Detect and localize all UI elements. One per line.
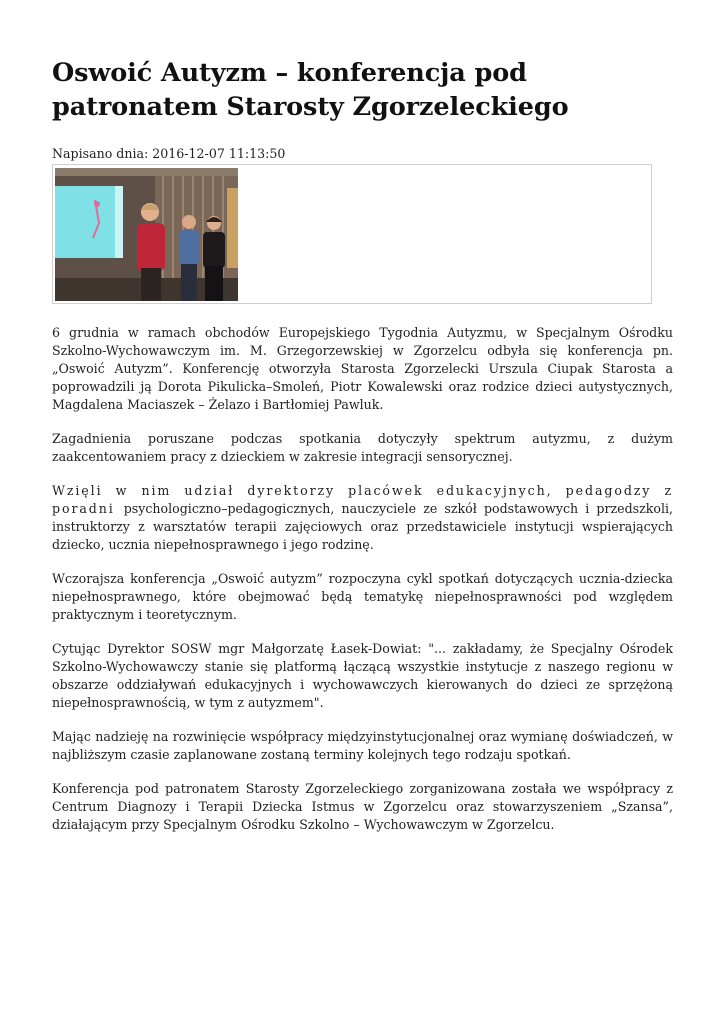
paragraph: Konferencja pod patronatem Starosty Zgorzeleckiego zorganizowana została we współpracy z Centrum Diagnozy i Terapii Dziecka Istmus w Zgorzelcu oraz stowarzyszeniem „Szansa”, działającym przy Specjalnym Ośrodku Szkolno – Wychowawczym w Zgorzelcu. [52, 781, 673, 832]
conference-photo [55, 168, 238, 301]
paragraph-first-line: Wzięli w nim udział dyrektorzy placówek edukacyjnych, pedagodzy z poradni [52, 483, 673, 516]
image-frame [52, 164, 652, 304]
article-date: Napisano dnia: 2016-12-07 11:13:50 [52, 146, 286, 161]
paragraph: 6 grudnia w ramach obchodów Europejskiego Tygodnia Autyzmu, w Specjalnym Ośrodku Szkolno-Wychowawczym im. M. Grzegorzewskiej w Zgorzelcu odbyła się konferencja pn. „Oswoić Autyzm”. Konferencję otworzyła Starosta Zgorzelecki Urszula Ciupak Starosta a poprowadzili ją Dorota Pikulicka–Smoleń, Piotr Kowalewski oraz rodzice dzieci autystycznych, Magdalena Maciaszek – Żelazo i Bartłomiej Pawluk. [52, 325, 673, 412]
paragraph: Zagadnienia poruszane podczas spotkania dotyczyły spektrum autyzmu, z dużym zaakcentowaniem pracy z dzieckiem w zakresie integracji sensorycznej. [52, 431, 673, 464]
paragraph: Wczorajsza konferencja „Oswoić autyzm” rozpoczyna cykl spotkań dotyczących ucznia-dziecka niepełnosprawnego, które obejmować będą tematykę niepełnosprawności pod względem praktycznym i teoretycznym. [52, 571, 673, 622]
article-body [52, 324, 673, 834]
article-title: Oswoić Autyzm – konferencja pod patronatem Starosty Zgorzeleckiego [52, 58, 569, 122]
paragraph-continuation: psychologiczno–pedagogicznych, nauczyciele ze szkół podstawowych i przedszkoli, instruktorzy z warsztatów terapii zajęciowych oraz przedstawiciele instytucji wspierających dziecko, ucznia niepełnosprawnego i jego rodzinę. [52, 501, 674, 552]
paragraph: Mając nadzieję na rozwinięcie współpracy międzyinstytucjonalnej oraz wymianę doświadczeń, w najbliższym czasie zaplanowane zostaną terminy kolejnych tego rodzaju spotkań. [52, 729, 673, 762]
paragraph [52, 482, 673, 554]
article [52, 56, 673, 850]
paragraph: Cytując Dyrektor SOSW mgr Małgorzatę Łasek-Dowiat: "... zakładamy, że Specjalny Ośrodek Szkolno-Wychowawczy stanie się platformą łączącą wszystkie instytucje z naszego regionu w obszarze oddziaływań edukacyjnych i wychowawczych kierowanych do dzieci ze sprzężoną niepełnosprawnością, w tym z autyzmem". [52, 641, 673, 710]
